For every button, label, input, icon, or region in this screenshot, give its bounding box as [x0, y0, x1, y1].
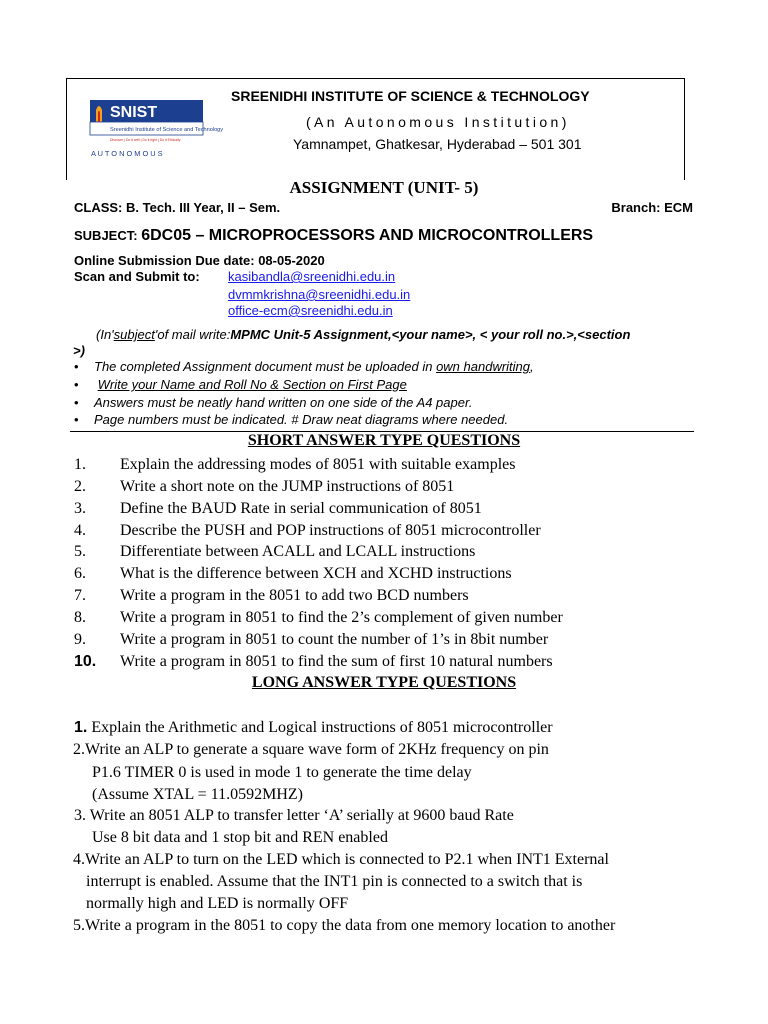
- long-question-2: 2.Write an ALP to generate a square wave form of 2KHz frequency on pin: [73, 741, 549, 758]
- subject-line: [74, 227, 593, 245]
- instruction-item: • The completed Assignment document must be uploaded in own handwriting,: [74, 359, 534, 374]
- instruction-item: • Write your Name and Roll No & Section on First Page: [74, 377, 407, 392]
- short-question: 9. Write a program in 8051 to count the number of 1’s in 8bit number: [74, 631, 549, 648]
- bullet-icon: •: [74, 377, 79, 392]
- short-question: 1. Explain the addressing modes of 8051 with suitable examples: [74, 456, 516, 473]
- instruction-item: • Page numbers must be indicated. # Draw neat diagrams where needed.: [74, 412, 509, 427]
- subject-value: 6DC05 – MICROPROCESSORS AND MICROCONTROLLERS: [141, 227, 594, 244]
- short-question: 3. Define the BAUD Rate in serial communication of 8051: [74, 500, 482, 517]
- long-question-2-line2: P1.6 TIMER 0 is used in mode 1 to generate the time delay: [92, 764, 472, 781]
- long-question-4: 4.Write an ALP to turn on the LED which is connected to P2.1 when INT1 External: [73, 851, 609, 868]
- short-question: 4. Describe the PUSH and POP instructions of 8051 microcontroller: [74, 522, 541, 539]
- instruction-item: • Answers must be neatly hand written on one side of the A4 paper.: [74, 395, 473, 410]
- logo-subtext: Sreenidhi Institute of Science and Technology: [110, 127, 224, 133]
- class-line: CLASS: B. Tech. III Year, II – Sem.: [74, 200, 281, 215]
- logo-text: SNIST: [110, 104, 158, 121]
- bullet-icon: •: [74, 359, 79, 374]
- long-question-3-line2: Use 8 bit data and 1 stop bit and REN enabled: [92, 829, 388, 846]
- long-answer-title: LONG ANSWER TYPE QUESTIONS: [251, 674, 517, 691]
- short-question: 5. Differentiate between ACALL and LCALL instructions: [74, 543, 476, 560]
- bullet-icon: •: [74, 395, 79, 410]
- institution-subtitle: (An Autonomous Institution): [306, 114, 570, 130]
- branch-line: Branch: ECM: [611, 200, 693, 215]
- logo-tagline: Discover | Do it well | Do it right | Do it Ethically: [110, 138, 181, 142]
- snist-logo: [90, 100, 224, 158]
- institution-name: SREENIDHI INSTITUTE OF SCIENCE & TECHNOLOGY: [231, 88, 590, 104]
- due-date: Online Submission Due date: 08-05-2020: [74, 253, 325, 268]
- long-question-5: 5.Write a program in the 8051 to copy the data from one memory location to another: [73, 917, 616, 934]
- long-question-3: 3. Write an 8051 ALP to transfer letter ‘A’ serially at 9600 baud Rate: [74, 807, 514, 824]
- scan-label: Scan and Submit to:: [74, 269, 200, 284]
- bullet-icon: •: [74, 412, 79, 427]
- short-question: 8. Write a program in 8051 to find the 2’s complement of given number: [74, 609, 563, 626]
- logo-autonomous: A U T O N O M O U S: [91, 149, 163, 158]
- mail-subject-note: (In'subject'of mail write:MPMC Unit-5 Assignment,<your name>, < your roll no.>,<section: [96, 327, 631, 342]
- email-link-kasibandla[interactable]: kasibandla@sreenidhi.edu.in: [228, 269, 396, 284]
- short-question: 10. Write a program in 8051 to find the sum of first 10 natural numbers: [74, 653, 553, 670]
- short-answer-title: SHORT ANSWER TYPE QUESTIONS: [247, 432, 521, 449]
- long-question-1: 1. Explain the Arithmetic and Logical instructions of 8051 microcontroller: [74, 719, 553, 736]
- mail-subject-format: MPMC Unit-5 Assignment,<your name>, < your roll no.>,<section: [230, 327, 631, 342]
- mail-subject-note-tail: >): [73, 343, 85, 358]
- short-question: 2. Write a short note on the JUMP instructions of 8051: [74, 478, 455, 495]
- institution-address: Yamnampet, Ghatkesar, Hyderabad – 501 301: [293, 136, 582, 152]
- long-question-4-line2: interrupt is enabled. Assume that the INT1 pin is connected to a switch that is: [86, 873, 583, 890]
- short-question: 6. What is the difference between XCH and XCHD instructions: [74, 565, 512, 582]
- long-question-2-line3: (Assume XTAL = 11.0592MHZ): [92, 786, 303, 803]
- email-link-dvmmkrishna[interactable]: dvmmkrishna@sreenidhi.edu.in: [228, 287, 411, 302]
- email-link-office-ecm[interactable]: office-ecm@sreenidhi.edu.in: [228, 303, 393, 318]
- long-question-4-line3: normally high and LED is normally OFF: [86, 895, 349, 912]
- subject-label: SUBJECT:: [74, 228, 142, 243]
- short-question: 7. Write a program in the 8051 to add two BCD numbers: [74, 587, 469, 604]
- assignment-title: ASSIGNMENT (UNIT- 5): [289, 178, 479, 197]
